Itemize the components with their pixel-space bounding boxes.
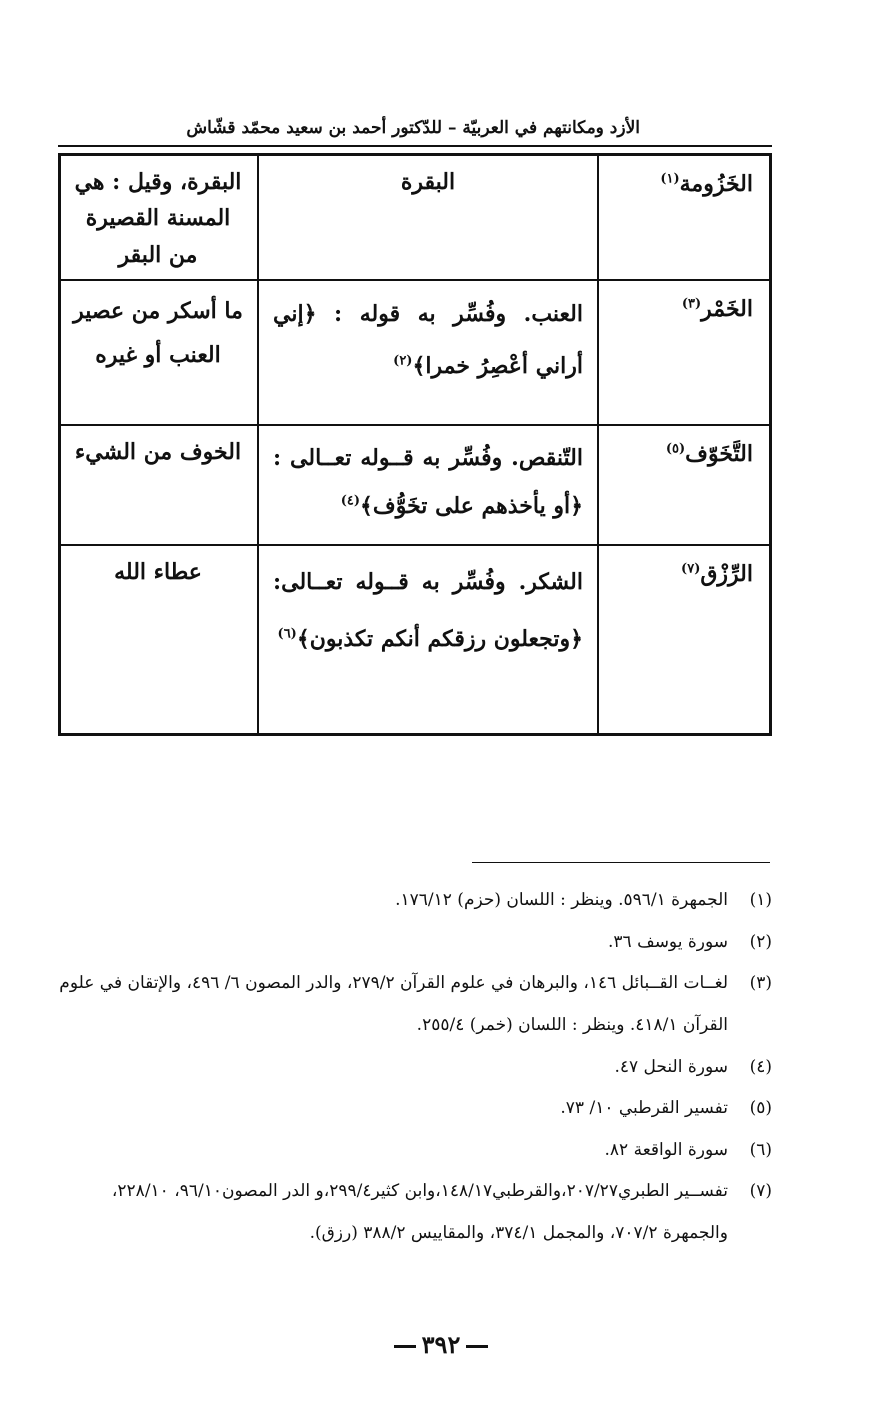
folio-dash [466,1345,488,1348]
footnote-number: (٣) [749,973,772,994]
meaning-text: الخوف من الشيء [74,438,242,465]
meaning-text: البقرة، وقيل : هي المسنة القصيرة من البقر [74,169,242,268]
word-cell [598,545,771,735]
table-row [60,155,771,280]
footnote [56,1130,772,1172]
quran-quote: ﴿إني أراني أعْصِرُ خمرا﴾ [273,300,583,379]
sense-text: التّنقص. وفُسِّر به قــوله تعــالى : [273,444,583,471]
footnote-text: سورة الواقعة ٨٢. [604,1139,728,1160]
footnote-separator [472,862,770,863]
footnote-number: (٢) [749,931,772,952]
word: الرِّزْق [700,560,753,587]
quran-quote: ﴿أو يأخذهم على تخَوُّف﴾ [360,493,583,520]
sense-text: الشكر. وفُسِّر به قــوله تعــالى: [273,568,583,595]
meaning-text: عطاء الله [114,558,202,585]
word: الخَزُومة [679,171,753,197]
footnote-ref: (٢) [393,353,413,369]
sense-cell [258,280,598,425]
footnote [56,1088,772,1130]
footnotes [56,880,772,1255]
running-head: الأزد ومكانتهم في العربيّة – للدّكتور أحمد بن سعيد محمّد قشّاش [186,118,640,138]
sense-cell [258,155,598,280]
vocabulary-table [58,153,772,736]
word: الخَمْر [701,295,753,322]
footnote [56,922,772,964]
word-cell [598,155,771,280]
table-row [60,425,771,545]
folio-dash [394,1345,416,1348]
footnote-text: سورة يوسف ٣٦. [608,931,728,952]
footnote-ref: (١) [660,171,680,187]
table-row [60,280,771,425]
meaning-cell [60,545,259,735]
footnote-text: سورة النحل ٤٧. [614,1056,728,1077]
footnote-number: (١) [749,890,772,910]
footnote-number: (٥) [749,1098,772,1119]
footnote [56,880,772,922]
meaning-cell [60,155,259,280]
footnote-text: تفســير الطبري٢٠٧/٢٧،والقرطبي١٤٨/١٧،وابن كثير٢٩٩/٤،و الدر المصون٩٦/١٠، ٢٢٨/١٠، والجمهرة ٧٠٧/٢، والمجمل ٣٧٤/١، والمقاييس ٣٨٨/٢ (رزق). [111,1181,728,1244]
footnote-number: (٦) [749,1139,772,1160]
footnote-ref: (٦) [277,626,297,642]
footnote [56,1171,772,1254]
word-cell [598,425,771,545]
quran-quote: ﴿وتجعلون رزقكم أنكم تكذبون﴾ [296,626,583,653]
meaning-text: ما أسكر من عصير العنب أو غيره [73,297,243,368]
footnote-ref: (٧) [681,561,701,577]
word-cell [598,280,771,425]
footnote-text: تفسير القرطبي ١٠/ ٧٣. [560,1098,728,1119]
footnote-number: (٤) [749,1056,772,1077]
page-number-text: ٣٩٢ [421,1330,461,1359]
footnote-ref: (٣) [681,296,702,312]
page-number [0,1330,882,1359]
word: التَّخَوّف [685,440,753,467]
sense-text: العنب. وفُسِّر به قوله : [334,300,583,327]
header-rule [58,145,772,147]
sense-cell [258,545,598,735]
footnote-text: لغــات القــبائل ١٤٦، والبرهان في علوم القرآن ٢٧٩/٢، والدر المصون ٦/ ٤٩٦، والإتقان في علوم القرآن ٤١٨/١. وينظر : اللسان (خمر) ٢٥٥/٤. [59,973,728,1035]
footnote [56,1047,772,1089]
footnote-text: الجمهرة ٥٩٦/١. وينظر : اللسان (حزم) ١٧٦/١٢. [395,890,728,910]
footnote-number: (٧) [749,1181,772,1202]
footnote [56,963,772,1046]
meaning-cell [60,280,259,425]
footnote-ref: (٥) [665,441,686,457]
sense-cell [258,425,598,545]
footnote-ref: (٤) [340,493,361,509]
meaning-cell [60,425,259,545]
table-row [60,545,771,735]
sense-text: البقرة [400,169,456,195]
